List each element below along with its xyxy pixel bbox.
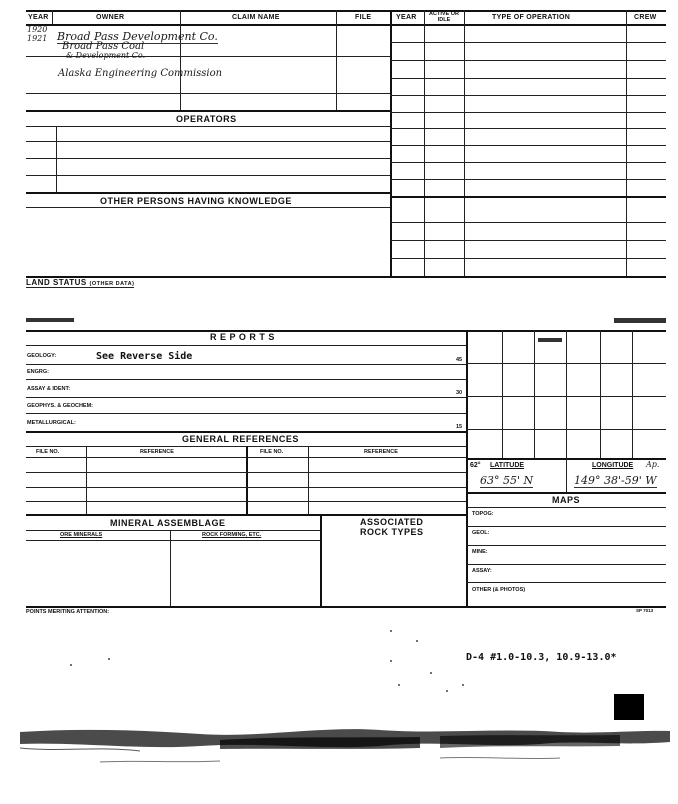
report-geology-label: GEOLOGY:	[27, 353, 57, 359]
gen-ref-file-no-2: FILE NO.	[260, 449, 284, 455]
header-claim-name: CLAIM NAME	[232, 14, 280, 21]
registration-mark	[614, 694, 644, 720]
entry-owner-1: Broad Pass Development Co.	[57, 30, 218, 43]
header-crew: CREW	[634, 14, 657, 21]
report-engrg-label: ENGRG:	[27, 369, 49, 375]
report-assay-label: ASSAY & IDENT:	[27, 386, 71, 392]
reports-title: R E P O R T S	[210, 332, 275, 342]
scan-mark	[26, 318, 74, 322]
longitude-suffix: Ap.	[646, 460, 660, 469]
general-references-title: GENERAL REFERENCES	[182, 434, 299, 444]
mineral-assemblage-title: MINERAL ASSEMBLAGE	[110, 518, 226, 528]
other-persons-label: OTHER PERSONS HAVING KNOWLEDGE	[100, 196, 292, 206]
scan-mark	[538, 338, 562, 342]
header-file: FILE	[355, 14, 372, 21]
entry-owner-3: & Development Co.	[66, 51, 146, 60]
gen-ref-file-no: FILE NO.	[36, 449, 60, 455]
scan-mark	[614, 318, 666, 323]
report-metallurgical-label: METALLURGICAL:	[27, 420, 76, 426]
report-geology-value: See Reverse Side	[96, 351, 193, 362]
rock-types-label: ROCK TYPES	[360, 527, 424, 537]
header-owner: OWNER	[96, 14, 125, 21]
longitude-label: LONGITUDE	[592, 462, 634, 469]
land-status-title: LAND STATUS	[26, 278, 87, 287]
form-number: SP 7013	[636, 608, 654, 613]
gen-ref-reference: REFERENCE	[140, 449, 174, 455]
entry-year-1: 1920	[27, 25, 48, 34]
latitude-value: 63° 55' N	[480, 474, 534, 487]
header-active-idle: ACTIVE OR IDLE	[429, 11, 459, 23]
lat-prefix: 62°	[470, 462, 481, 469]
entry-owner-4: Alaska Engineering Commission	[58, 68, 223, 79]
associated-label: ASSOCIATED	[360, 517, 424, 527]
report-geology-num: 45	[456, 357, 463, 363]
scan-smear-band	[20, 718, 670, 768]
maps-other: OTHER (& PHOTOS)	[472, 587, 526, 593]
operators-label: OPERATORS	[176, 114, 237, 124]
header-year-2: YEAR	[396, 14, 417, 21]
land-status-note: (OTHER DATA)	[89, 281, 135, 287]
report-assay-num: 30	[456, 390, 463, 396]
entry-owner-2: Broad Pass Coal	[62, 41, 145, 52]
ore-minerals-label: ORE MINERALS	[60, 532, 103, 538]
maps-title: MAPS	[552, 495, 581, 505]
maps-mine: MINE:	[472, 549, 488, 555]
header-year: YEAR	[28, 14, 49, 21]
points-meriting-label: POINTS MERITING ATTENTION:	[26, 609, 110, 615]
maps-assay: ASSAY:	[472, 568, 492, 574]
longitude-value: 149° 38'-59' W	[574, 474, 657, 487]
maps-geol: GEOL:	[472, 530, 490, 536]
entry-year-2: 1921	[27, 34, 48, 43]
land-status-label	[26, 278, 134, 288]
latitude-label: LATITUDE	[490, 462, 525, 469]
report-geophys-label: GEOPHYS. & GEOCHEM:	[27, 403, 94, 409]
rock-forming-label: ROCK FORMING, ETC.	[202, 532, 262, 538]
header-type-of-operation: TYPE OF OPERATION	[492, 14, 571, 21]
file-code: D-4 #1.0-10.3, 10.9-13.0*	[466, 652, 617, 663]
gen-ref-reference-2: REFERENCE	[364, 449, 398, 455]
report-metallurgical-num: 15	[456, 424, 463, 430]
maps-topog: TOPOG:	[472, 511, 494, 517]
